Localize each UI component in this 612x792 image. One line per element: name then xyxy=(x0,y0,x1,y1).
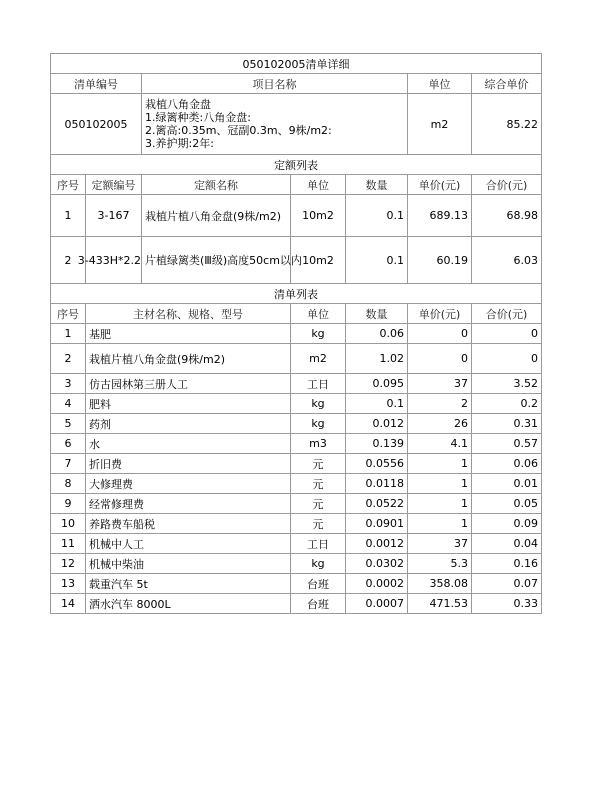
material-seq: 14 xyxy=(51,594,86,614)
material-seq: 6 xyxy=(51,434,86,454)
quota-seq: 2 xyxy=(51,237,86,284)
material-qty: 0.012 xyxy=(346,414,408,434)
material-name: 基肥 xyxy=(86,324,291,344)
list-detail-table xyxy=(50,53,542,614)
material-total: 0.05 xyxy=(472,494,542,514)
item-code: 050102005 xyxy=(51,94,142,155)
table-row xyxy=(51,414,542,434)
quota-total: 6.03 xyxy=(472,237,542,284)
material-name: 水 xyxy=(86,434,291,454)
material-name: 药剂 xyxy=(86,414,291,434)
material-name: 载重汽车 5t xyxy=(86,574,291,594)
quota-name: 片植绿篱类(Ⅲ级)高度50cm以内 xyxy=(142,237,291,284)
material-unit: kg xyxy=(291,324,346,344)
material-name: 折旧费 xyxy=(86,454,291,474)
quota-unit: 10m2 xyxy=(291,195,346,237)
material-seq: 5 xyxy=(51,414,86,434)
table-row xyxy=(51,514,542,534)
item-description-line: 栽植八角金盘 xyxy=(145,98,211,111)
material-total: 0.06 xyxy=(472,454,542,474)
material-seq-header: 序号 xyxy=(51,304,86,324)
quota-total-header: 合价(元) xyxy=(472,175,542,195)
material-name: 肥料 xyxy=(86,394,291,414)
material-total: 0.2 xyxy=(472,394,542,414)
material-name-header: 主材名称、规格、型号 xyxy=(86,304,291,324)
material-total: 0.01 xyxy=(472,474,542,494)
material-name: 机械中柴油 xyxy=(86,554,291,574)
material-total-header: 合价(元) xyxy=(472,304,542,324)
material-qty: 0.0556 xyxy=(346,454,408,474)
quota-price-header: 单价(元) xyxy=(408,175,472,195)
material-unit: m2 xyxy=(291,344,346,374)
quota-row xyxy=(51,237,542,284)
table-row xyxy=(51,324,542,344)
material-seq: 7 xyxy=(51,454,86,474)
material-name: 仿古园林第三册人工 xyxy=(86,374,291,394)
quota-seq: 1 xyxy=(51,195,86,237)
quota-section-row xyxy=(51,155,542,175)
table-row xyxy=(51,394,542,414)
item-row xyxy=(51,94,542,155)
material-unit: 元 xyxy=(291,474,346,494)
material-header-row xyxy=(51,304,542,324)
item-name-header: 项目名称 xyxy=(142,74,408,94)
material-name: 经常修理费 xyxy=(86,494,291,514)
quota-code-header: 定额编号 xyxy=(86,175,142,195)
material-qty: 0.0012 xyxy=(346,534,408,554)
material-price: 471.53 xyxy=(408,594,472,614)
material-section-title: 清单列表 xyxy=(51,284,542,304)
material-seq: 9 xyxy=(51,494,86,514)
item-unit-price: 85.22 xyxy=(472,94,542,155)
material-qty: 0.0901 xyxy=(346,514,408,534)
quota-qty: 0.1 xyxy=(346,237,408,284)
title-row xyxy=(51,54,542,74)
material-seq: 13 xyxy=(51,574,86,594)
material-qty: 0.0302 xyxy=(346,554,408,574)
material-qty-header: 数量 xyxy=(346,304,408,324)
table-row xyxy=(51,574,542,594)
material-price: 1 xyxy=(408,454,472,474)
table-row xyxy=(51,594,542,614)
item-unit-header: 单位 xyxy=(408,74,472,94)
table-row xyxy=(51,434,542,454)
material-unit: 元 xyxy=(291,494,346,514)
quota-code: 3-433H*2.2 xyxy=(86,237,142,284)
material-seq: 12 xyxy=(51,554,86,574)
quota-header-row xyxy=(51,175,542,195)
material-price: 37 xyxy=(408,534,472,554)
item-code-header: 清单编号 xyxy=(51,74,142,94)
material-price: 0 xyxy=(408,324,472,344)
material-name: 栽植片植八角金盘(9株/m2) xyxy=(86,344,291,374)
material-name: 大修理费 xyxy=(86,474,291,494)
quota-section-title: 定额列表 xyxy=(51,155,542,175)
quota-qty: 0.1 xyxy=(346,195,408,237)
quota-seq-header: 序号 xyxy=(51,175,86,195)
material-unit: 工日 xyxy=(291,534,346,554)
material-name: 机械中人工 xyxy=(86,534,291,554)
material-unit: m3 xyxy=(291,434,346,454)
quota-price: 60.19 xyxy=(408,237,472,284)
material-qty: 0.06 xyxy=(346,324,408,344)
material-seq: 4 xyxy=(51,394,86,414)
material-unit: kg xyxy=(291,394,346,414)
quota-qty-header: 数量 xyxy=(346,175,408,195)
material-total: 0.33 xyxy=(472,594,542,614)
table-row xyxy=(51,534,542,554)
quota-name: 栽植片植八角金盘(9株/m2) xyxy=(142,195,291,237)
material-qty: 0.0522 xyxy=(346,494,408,514)
material-unit: 工日 xyxy=(291,374,346,394)
item-description xyxy=(142,94,408,155)
material-section-row xyxy=(51,284,542,304)
material-total: 0.16 xyxy=(472,554,542,574)
material-qty: 0.0002 xyxy=(346,574,408,594)
table-title: 050102005清单详细 xyxy=(51,54,542,74)
material-seq: 11 xyxy=(51,534,86,554)
material-unit: 台班 xyxy=(291,574,346,594)
material-seq: 8 xyxy=(51,474,86,494)
material-total: 0 xyxy=(472,324,542,344)
material-total: 3.52 xyxy=(472,374,542,394)
material-unit: 元 xyxy=(291,454,346,474)
table-row xyxy=(51,454,542,474)
material-qty: 0.0118 xyxy=(346,474,408,494)
material-total: 0.07 xyxy=(472,574,542,594)
quota-unit-header: 单位 xyxy=(291,175,346,195)
material-price: 0 xyxy=(408,344,472,374)
table-row xyxy=(51,474,542,494)
material-total: 0 xyxy=(472,344,542,374)
material-unit: 台班 xyxy=(291,594,346,614)
material-unit: kg xyxy=(291,414,346,434)
table-row xyxy=(51,344,542,374)
material-name: 养路费车船税 xyxy=(86,514,291,534)
table-body xyxy=(51,54,542,614)
quota-row xyxy=(51,195,542,237)
material-price: 1 xyxy=(408,514,472,534)
item-header-row xyxy=(51,74,542,94)
material-unit-header: 单位 xyxy=(291,304,346,324)
material-seq: 2 xyxy=(51,344,86,374)
material-unit: kg xyxy=(291,554,346,574)
item-price-header: 综合单价 xyxy=(472,74,542,94)
material-qty: 0.095 xyxy=(346,374,408,394)
quota-total: 68.98 xyxy=(472,195,542,237)
quota-unit: 10m2 xyxy=(291,237,346,284)
item-description-line: 2.篱高:0.35m、冠副0.3m、9株/m2: xyxy=(145,124,332,137)
material-total: 0.09 xyxy=(472,514,542,534)
table-row xyxy=(51,374,542,394)
material-seq: 10 xyxy=(51,514,86,534)
material-price: 5.3 xyxy=(408,554,472,574)
material-qty: 0.1 xyxy=(346,394,408,414)
quota-name-header: 定额名称 xyxy=(142,175,291,195)
material-price: 358.08 xyxy=(408,574,472,594)
material-price: 2 xyxy=(408,394,472,414)
item-description-line: 3.养护期:2年: xyxy=(145,137,214,150)
material-price: 26 xyxy=(408,414,472,434)
table-row xyxy=(51,494,542,514)
material-qty: 0.139 xyxy=(346,434,408,454)
material-price: 37 xyxy=(408,374,472,394)
material-price: 1 xyxy=(408,474,472,494)
material-unit: 元 xyxy=(291,514,346,534)
quota-code: 3-167 xyxy=(86,195,142,237)
material-seq: 3 xyxy=(51,374,86,394)
material-total: 0.04 xyxy=(472,534,542,554)
material-name: 洒水汽车 8000L xyxy=(86,594,291,614)
material-price: 4.1 xyxy=(408,434,472,454)
material-price: 1 xyxy=(408,494,472,514)
material-price-header: 单价(元) xyxy=(408,304,472,324)
quota-price: 689.13 xyxy=(408,195,472,237)
material-seq: 1 xyxy=(51,324,86,344)
material-total: 0.31 xyxy=(472,414,542,434)
item-unit: m2 xyxy=(408,94,472,155)
material-total: 0.57 xyxy=(472,434,542,454)
material-qty: 1.02 xyxy=(346,344,408,374)
item-description-line: 1.绿篱种类:八角金盘: xyxy=(145,111,251,124)
table-row xyxy=(51,554,542,574)
material-qty: 0.0007 xyxy=(346,594,408,614)
